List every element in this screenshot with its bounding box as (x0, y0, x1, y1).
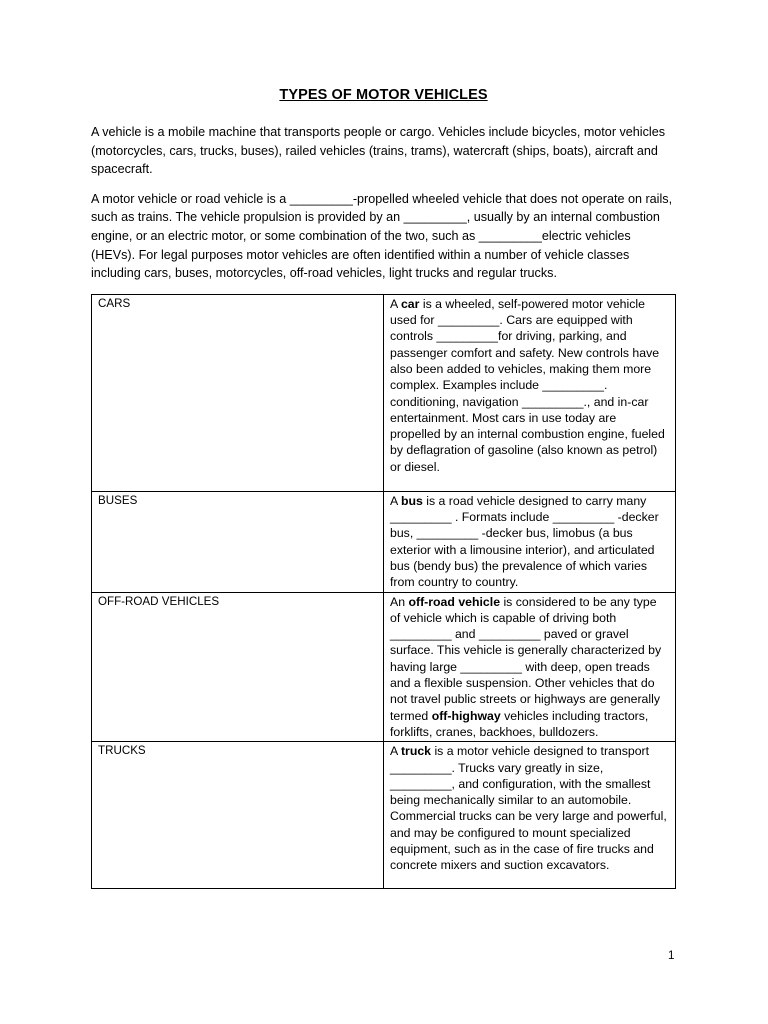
description-text: An (390, 594, 409, 609)
description-text: is a road vehicle designed to carry many _________ . Formats include _________ -decker bus, _________ -decker bus, limobus (a bus exterior with a limousine interior), and articulated bus (bendy bus) the prevalence of which varies from country to country. (390, 493, 659, 590)
description-text: A (390, 493, 401, 508)
motor-vehicle-paragraph: A motor vehicle or road vehicle is a _________-propelled wheeled vehicle that does not operate on rails, such as trains. The vehicle propulsion is provided by an _________, usually by an internal combustion engine, or an electric motor, or some combination of the two, such as _________electric vehicles (HEVs). For legal purposes motor vehicles are often identified within a number of vehicle classes including cars, buses, motorcycles, off-road vehicles, light trucks and regular trucks. (91, 191, 673, 281)
document-page (91, 84, 676, 889)
vehicle-type-description (384, 742, 676, 889)
description-term: off-highway (431, 708, 501, 723)
table-row (92, 294, 676, 491)
description-text: A (390, 744, 401, 759)
description-text: is considered to be any type of vehicle which is capable of driving both _________ and _________ paved or gravel surface. This vehicle is generally characterized by having large _________ with deep, open treads and a flexible suspension. Other vehicles that do not travel public streets or highways are generally termed (390, 594, 662, 723)
description-term: off-road vehicle (408, 594, 501, 609)
vehicle-type-description (384, 294, 676, 491)
description-text: is a motor vehicle designed to transport _________. Trucks vary greatly in size, _________, and configuration, with the smallest being mechanically similar to an automobile. Commercial trucks can be very large and powerful, and may be configured to mount specialized equipment, such as in the case of fire trucks and concrete mixers and suction excavators. (390, 744, 667, 873)
vehicle-type-label: CARS (92, 294, 384, 491)
description-term: truck (400, 744, 432, 759)
vehicle-types-table (91, 294, 676, 889)
table-row (92, 742, 676, 889)
intro-paragraph: A vehicle is a mobile machine that transports people or cargo. Vehicles include bicycles, motor vehicles (motorcycles, cars, trucks, buses), railed vehicles (trains, trams), watercraft (ships, boats), aircraft and spacecraft. (91, 125, 666, 177)
vehicle-type-label: TRUCKS (92, 742, 384, 889)
table-row (92, 592, 676, 742)
vehicle-type-label: BUSES (92, 491, 384, 592)
description-term: bus (400, 493, 423, 508)
document-title: TYPES OF MOTOR VEHICLES (279, 87, 488, 103)
vehicle-type-description (384, 592, 676, 742)
description-text: A (390, 296, 401, 311)
vehicle-type-label: OFF-ROAD VEHICLES (92, 592, 384, 742)
table-row (92, 491, 676, 592)
description-text: is a wheeled, self-powered motor vehicle used for _________. Cars are equipped with controls _________for driving, parking, and passenger comfort and safety. New controls have also been added to vehicles, making them more complex. Examples include _________. conditioning, navigation _________., and in-car entertainment. Most cars in use today are propelled by an internal combustion engine, fueled by deflagration of gasoline (also known as petrol) or diesel. (390, 296, 665, 474)
description-term: car (400, 296, 420, 311)
description-text: vehicles including tractors, forklifts, cranes, backhoes, bulldozers. (390, 708, 649, 739)
vehicle-type-description (384, 491, 676, 592)
page-number: 1 (668, 949, 675, 962)
